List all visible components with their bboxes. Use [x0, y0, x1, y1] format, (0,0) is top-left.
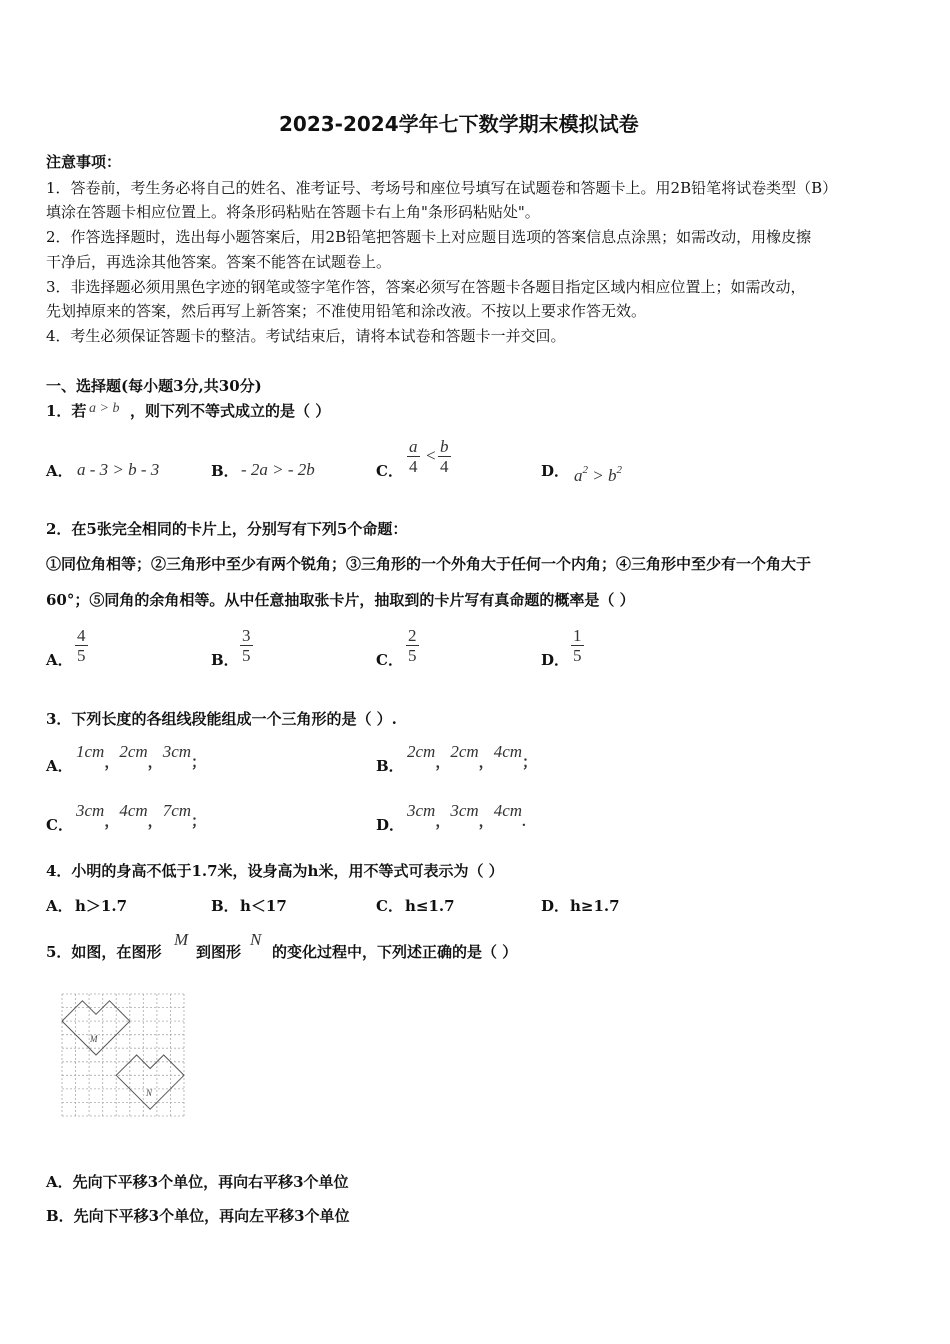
q3-stem: 3．下列长度的各组线段能组成一个三角形的是（ ）. — [46, 710, 397, 728]
notice-line: 3．非选择题必须用黑色字迹的钢笔或签字笔作答，答案必须写在答题卡各题目指定区域内相应位置上；如需改动， — [46, 278, 806, 296]
q1-label-c: C． — [376, 462, 403, 480]
q2-label-d: D． — [541, 651, 570, 669]
q3-option-b[interactable]: 2cm，2cm，4cm； — [407, 742, 538, 771]
q2-label-c: C． — [376, 651, 403, 669]
q1-option-c-frac-a[interactable]: $\frac{a}{4}$ — [409, 437, 418, 476]
q2-option-a[interactable]: $\frac{4}{5}$ — [77, 626, 86, 665]
notice-line: 干净后，再选涂其他答案。答案不能答在试题卷上。 — [46, 253, 392, 271]
q4-label-b: B． — [211, 897, 239, 915]
q4-option-d[interactable]: h≥1.7 — [570, 897, 620, 915]
q4-label-c: C． — [376, 897, 403, 915]
q1-condition: a > b — [89, 401, 120, 416]
notice-heading: 注意事项： — [46, 153, 122, 171]
q5-option-a[interactable]: A．先向下平移3个单位，再向右平移3个单位 — [46, 1173, 349, 1191]
q5-figure-m-label: M — [174, 930, 189, 949]
page-title: 2023-2024学年七下数学期末模拟试卷 — [279, 112, 639, 136]
q1-stem-pre: 1．若 — [46, 402, 87, 420]
q5-figure-n-label: N — [250, 930, 262, 949]
q2-option-b[interactable]: $\frac{3}{5}$ — [242, 626, 251, 665]
q5-stem-mid: 到图形 — [196, 943, 242, 961]
q1-option-d[interactable]: $a^2 > b^2$ — [574, 464, 622, 485]
notice-line: 1．答卷前，考生务必将自己的姓名、准考证号、考场号和座位号填写在试题卷和答题卡上。用2B铅笔将试卷类型（B） — [46, 179, 838, 197]
q1-option-c-op: < — [425, 446, 437, 465]
q1-label-d: D． — [541, 462, 570, 480]
q4-label-d: D． — [541, 897, 570, 915]
q2-option-c[interactable]: $\frac{2}{5}$ — [408, 626, 417, 665]
grid-lines — [62, 994, 184, 1116]
q1-option-b[interactable]: - 2a > - 2b — [241, 460, 315, 479]
q5-stem-post: 的变化过程中，下列述正确的是（ ） — [272, 943, 518, 961]
q3-option-c[interactable]: 3cm，4cm，7cm； — [76, 801, 207, 830]
heart-n-label: N — [146, 1088, 153, 1098]
q3-label-d: D． — [376, 816, 405, 834]
notice-line: 4．考生必须保证答题卡的整洁。考试结束后，请将本试卷和答题卡一并交回。 — [46, 327, 566, 345]
q1-label-a: A． — [46, 462, 73, 480]
notice-line: 2．作答选择题时，选出每小题答案后，用2B铅笔把答题卡上对应题目选项的答案信息点涂黑；如需改动，用橡皮擦 — [46, 228, 812, 246]
heart-m-shape — [62, 1001, 130, 1055]
q3-option-d[interactable]: 3cm，3cm，4cm. — [407, 801, 526, 830]
q2-label-a: A． — [46, 651, 73, 669]
q5-option-b[interactable]: B．先向下平移3个单位，再向左平移3个单位 — [46, 1207, 350, 1225]
q1-stem-post: ，则下列不等式成立的是（ ） — [130, 402, 331, 420]
q1-option-c-frac-b[interactable]: $\frac{b}{4}$ — [440, 437, 449, 476]
q3-label-b: B． — [376, 757, 404, 775]
q2-option-d[interactable]: $\frac{1}{5}$ — [573, 626, 582, 665]
heart-n-shape — [116, 1055, 184, 1109]
q4-option-c[interactable]: h≤1.7 — [405, 897, 455, 915]
q4-option-b[interactable]: h＜17 — [240, 897, 287, 915]
section-heading: 一、选择题(每小题3分,共30分) — [46, 377, 262, 395]
q1-label-b: B． — [211, 462, 239, 480]
heart-m-label: M — [90, 1034, 98, 1044]
q2-stem: 2．在5张完全相同的卡片上，分别写有下列5个命题： — [46, 520, 408, 538]
q5-figure — [60, 992, 190, 1118]
q2-question: 60°；⑤同角的余角相等。从中任意抽取张卡片，抽取到的卡片写有真命题的概率是（ ） — [46, 591, 635, 609]
q3-option-a[interactable]: 1cm，2cm，3cm； — [76, 742, 207, 771]
q2-propositions: ①同位角相等；②三角形中至少有两个锐角；③三角形的一个外角大于任何一个内角；④三角形中至少有一个角大于 — [46, 555, 812, 573]
q1-option-a[interactable]: a - 3 > b - 3 — [77, 460, 160, 479]
notice-line: 填涂在答题卡相应位置上。将条形码粘贴在答题卡右上角"条形码粘贴处"。 — [46, 203, 540, 221]
q4-option-a[interactable]: h＞1.7 — [75, 897, 128, 915]
q4-label-a: A． — [46, 897, 73, 915]
q3-label-c: C． — [46, 816, 73, 834]
notice-line: 先划掉原来的答案，然后再写上新答案；不准使用铅笔和涂改液。不按以上要求作答无效。 — [46, 302, 647, 320]
q3-label-a: A． — [46, 757, 73, 775]
q2-label-b: B． — [211, 651, 239, 669]
q5-stem-pre: 5．如图，在图形 — [46, 943, 162, 961]
q4-stem: 4．小明的身高不低于1.7米，设身高为h米，用不等式可表示为（ ） — [46, 862, 504, 880]
